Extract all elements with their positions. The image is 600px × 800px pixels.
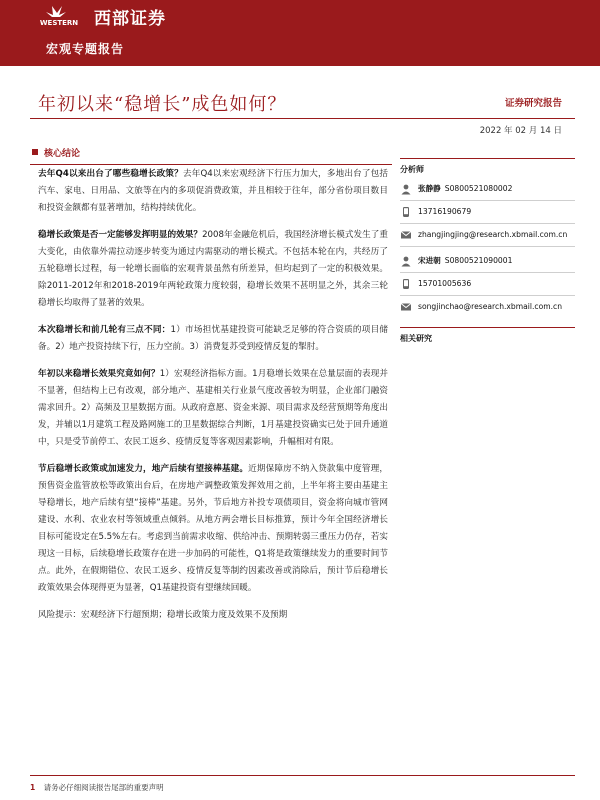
analyst-cert: S0800521080002: [444, 184, 513, 193]
paragraph: [38, 322, 388, 356]
disclaimer-note: 请务必仔细阅读报告尾部的重要声明: [43, 783, 164, 792]
analyst-card: [400, 253, 575, 315]
brand-name: 西部证券: [94, 8, 166, 29]
section-marker-icon: [32, 149, 38, 155]
title-divider: [30, 118, 575, 119]
paragraph-lead: 节后稳增长政策或加速发力，地产后续有望接棒基建。: [38, 464, 249, 474]
paragraph-text: 1）市场担忧基建投资可能缺乏足够的符合资质的项目储备。2）地产投资持续下行，压力空前。3）消费复苏受到疫情反复的掣肘。: [38, 325, 388, 352]
analyst-card: [400, 181, 575, 243]
paragraph-lead: 年初以来稳增长效果究竟如何？: [38, 369, 160, 379]
analyst-name: 宋进朝: [418, 256, 441, 265]
analyst-cert: S0800521090001: [444, 256, 513, 265]
page-footer: [30, 782, 164, 793]
analyst-name-row: [400, 253, 575, 269]
sidebar-divider: [400, 327, 575, 328]
row-divider: [400, 223, 575, 224]
analysts-label: 分析师: [400, 165, 424, 174]
paragraph-lead: 去年Q4以来出台了哪些稳增长政策？: [38, 169, 183, 179]
risk-warning: 风险提示：宏观经济下行超预期；稳增长政策力度及效果不及预期: [38, 610, 288, 620]
paragraph-text: 1）宏观经济指标方面。1月稳增长效果在总量层面的表现并不显著，但结构上已有改观，部分地产、基建相关行业景气度改善较为明显，企业部门融资需求回升。2）高频及卫星数据方面。从政府意愿、资金来源、项目需求及经营预期等角度出发，并辅以1月建筑工程及路网施工的卫星数据综合判断，1月基建投资确实已处于回升通道中，只是受节前停工、农民工返乡、疫情反复等客观因素影响，升幅相对有限。: [38, 369, 388, 447]
row-divider: [400, 272, 575, 273]
paragraph-lead: 稳增长政策是否一定能够发挥明显的效果？: [38, 230, 203, 240]
logo-wordmark: WESTERN: [39, 19, 79, 27]
analyst-phone: 15701005636: [418, 279, 472, 288]
paragraph: [38, 227, 388, 312]
sidebar-divider: [400, 158, 575, 159]
analyst-name-row: [400, 181, 575, 197]
western-logo-icon: [30, 3, 88, 29]
report-type: 宏观专题报告: [46, 42, 125, 56]
email-icon: [400, 301, 412, 313]
section-label: [30, 146, 392, 159]
footer-divider: [30, 775, 575, 776]
row-divider: [400, 200, 575, 201]
section-header: [30, 146, 392, 165]
analyst-email-row[interactable]: [400, 227, 575, 243]
section-divider: [30, 164, 392, 165]
analyst-divider: [400, 246, 575, 247]
paragraph-lead: 本次稳增长和前几轮有三点不同：: [38, 325, 171, 335]
paragraph: [38, 461, 388, 597]
related-research-label: 相关研究: [400, 334, 432, 343]
paragraph-text: 2008年金融危机后，我国经济增长模式发生了重大变化，由依靠外需拉动逐步转变为通过内需驱动的增长模式。不包括本轮在内，共经历了五轮稳增长过程，每一轮增长面临的宏观背景虽然有所差异，但均起到了一定的积极效果。除2011-2012年和2018-2019年两轮政策力度较弱，稳增长效果不甚明显之外，其余三轮稳增长均取得了显著的效果。: [38, 230, 388, 308]
analyst-email-row[interactable]: [400, 299, 575, 315]
analyst-phone-row: [400, 276, 575, 292]
company-logo: [30, 3, 166, 29]
paragraph: [38, 166, 388, 217]
person-icon: [400, 183, 412, 195]
email-icon: [400, 229, 412, 241]
analyst-email[interactable]: zhangjingjing@research.xbmail.com.cn: [418, 230, 568, 239]
phone-icon: [400, 206, 412, 218]
paragraph-text: 近期保障房不纳入贷款集中度管理，预售资金监管放松等政策出台后，在房地产调整政策发挥效用之前，上半年将主要由基建主导稳增长，地产后续有望“接棒”基建。另外，节后地方补投专项债项目，资金将向城市管网建设、水利、农业农村等领域重点倾斜。从地方两会增长目标推算，预计今年全国经济增长目标可能设定在5.5%左右。考虑到当前需求收缩、供给冲击、预期转弱三重压力仍存，若实现这一目标，后续稳增长政策存在进一步加码的可能性，Q1将是政策继续发力的重要时间节点。此外，在假期错位、农民工返乡、疫情反复等制约因素改善或消除后，预计节后稳增长政策效果会体现得更为显著，Q1基建投资有望继续回暖。: [38, 464, 388, 593]
section-label-text: 核心结论: [44, 149, 81, 159]
analyst-phone-row: [400, 204, 575, 220]
report-body: [38, 166, 388, 624]
person-icon: [400, 255, 412, 267]
analyst-email[interactable]: songjinchao@research.xbmail.com.cn: [418, 302, 563, 311]
paragraph-text: 去年Q4以来宏观经济下行压力加大，多地出台了包括汽车、家电、日用品、文旅等在内的多项促消费政策，并且相较于往年，部分省份项目数目和投资金额都有显著增加，结构持续优化。: [38, 169, 388, 213]
report-date: 2022 年 02 月 14 日: [479, 126, 562, 136]
analyst-name: 张静静: [418, 184, 441, 193]
page-number: 1: [30, 783, 36, 792]
paragraph: [38, 366, 388, 451]
header-band: [0, 0, 600, 66]
report-title: 年初以来“稳增长”成色如何？: [38, 94, 287, 115]
related-research: [400, 327, 575, 344]
research-report-label: 证券研究报告: [504, 98, 562, 109]
row-divider: [400, 295, 575, 296]
analyst-phone: 13716190679: [418, 207, 472, 216]
sidebar: [400, 158, 575, 349]
phone-icon: [400, 278, 412, 290]
